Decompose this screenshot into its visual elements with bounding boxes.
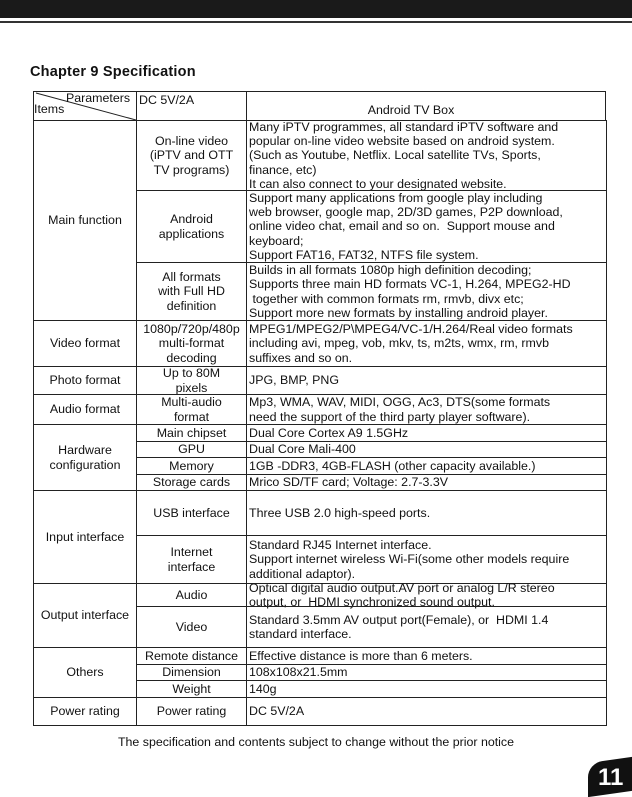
value-cell-line: Builds in all formats 1080p high definition decoding; [249, 263, 532, 278]
param-cell-line: applications [158, 226, 225, 241]
value-cell [246, 647, 607, 665]
value-cell-line: Support internet wireless Wi-Fi(some other models require [249, 552, 570, 567]
item-cell-line: Video format [49, 336, 121, 351]
value-cell-line: web browser, google map, 2D/3D games, P2P download, [249, 205, 563, 220]
item-cell [33, 366, 137, 395]
value-cell-line: keyboard; [249, 233, 304, 248]
param-cell-line: GPU [178, 442, 205, 457]
value-cell-line: 1GB -DDR3, 4GB-FLASH (other capacity available.) [249, 458, 536, 473]
item-cell [33, 120, 137, 321]
value-cell [246, 697, 607, 726]
header-product: Android TV Box [367, 102, 455, 117]
param-cell-line: Android [170, 212, 213, 227]
value-cell-line: Support many applications from google play including [249, 191, 543, 205]
param-cell [136, 490, 247, 536]
value-cell-line: Support FAT16, FAT32, NTFS file system. [249, 247, 479, 262]
value-cell-line: suffixes and so on. [249, 350, 353, 365]
value-cell [246, 394, 607, 425]
param-cell-line: Main chipset [156, 425, 227, 440]
value-cell [246, 366, 607, 395]
value-cell [246, 490, 607, 536]
param-cell-line: multi-format [158, 336, 225, 351]
item-cell-line: Output interface [40, 608, 130, 623]
value-cell-line: Dual Core Mali-400 [249, 442, 356, 457]
value-cell-line: Mrico SD/TF card; Voltage: 2.7-3.3V [249, 475, 449, 490]
param-cell-line: definition [166, 298, 217, 313]
param-cell-line: Storage cards [152, 475, 231, 490]
item-cell [33, 647, 137, 698]
item-cell [33, 394, 137, 425]
item-cell [33, 424, 137, 491]
value-cell-line: MPEG1/MPEG2/P\MPEG4/VC-1/H.264/Real video formats [249, 322, 573, 337]
value-cell-line: JPG, BMP, PNG [249, 373, 339, 388]
value-cell-line: Many iPTV programmes, all standard iPTV software and [249, 120, 559, 134]
param-cell [136, 647, 247, 665]
value-cell [246, 535, 607, 584]
value-cell-line: popular on-line video website based on android system. [249, 134, 555, 149]
value-cell-line: Optical digital audio output.AV port or analog L/R stereo [249, 580, 555, 595]
param-cell-line: 1080p/720p/480p [143, 322, 240, 337]
page-number-badge [588, 757, 632, 797]
param-cell-line: TV programs) [153, 162, 230, 177]
param-cell [136, 320, 247, 367]
page-number: 11 [598, 763, 624, 791]
param-cell [136, 697, 247, 726]
value-cell-line: Dual Core Cortex A9 1.5GHz [249, 425, 409, 440]
param-cell-line: Internet [170, 545, 213, 560]
item-cell-line: Main function [48, 213, 122, 228]
value-cell-line: 140g [249, 681, 277, 696]
value-cell [246, 190, 607, 263]
value-cell [246, 680, 607, 698]
param-cell [136, 680, 247, 698]
value-cell [246, 441, 607, 458]
param-cell [136, 457, 247, 475]
value-cell-line: standard interface. [249, 627, 352, 641]
param-cell-line: Weight [172, 681, 211, 696]
header-items: Items [34, 102, 65, 116]
item-cell-line: Audio format [49, 402, 121, 417]
param-cell [136, 606, 247, 648]
param-cell [136, 366, 247, 395]
value-cell-line: Mp3, WMA, WAV, MIDI, OGG, Ac3, DTS(some formats [249, 395, 551, 410]
item-cell-line: Photo format [49, 373, 121, 388]
param-cell [136, 394, 247, 425]
value-cell-line: It can also connect to your designated website. [249, 176, 507, 191]
item-cell [33, 583, 137, 648]
item-cell-line: Hardware [58, 443, 112, 458]
param-cell [136, 474, 247, 491]
item-cell-line: Input interface [45, 529, 125, 544]
value-cell-line: output, or HDMI synchronized sound output. [249, 595, 495, 609]
header-parameters: Parameters [66, 91, 131, 105]
item-cell [33, 320, 137, 367]
param-cell-line: format [173, 409, 210, 424]
value-cell [246, 262, 607, 321]
value-cell [246, 120, 607, 191]
param-cell [136, 441, 247, 458]
item-cell-line: configuration [49, 457, 121, 472]
footer-note: The specification and contents subject to change without the prior notice [117, 735, 515, 749]
param-cell-line: pixels [175, 380, 208, 395]
item-cell-line: Power rating [50, 704, 120, 719]
value-cell-line: additional adaptor). [249, 566, 356, 581]
item-cell [33, 490, 137, 584]
value-cell-line: Three USB 2.0 high-speed ports. [249, 505, 431, 520]
param-cell [136, 583, 247, 607]
param-cell [136, 120, 247, 191]
header-product-cell [246, 91, 606, 121]
param-cell [136, 424, 247, 442]
value-cell-line: DC 5V/2A [249, 704, 305, 719]
param-cell-line: Up to 80M [162, 366, 221, 381]
param-cell-line: with Full HD [158, 284, 225, 299]
page-title: Chapter 9 Specification [30, 64, 196, 80]
value-cell [246, 424, 607, 442]
value-cell-line: online video chat, email and so on. Support mouse and [249, 219, 555, 234]
value-cell [246, 606, 607, 648]
value-cell-line: 108x108x21.5mm [249, 665, 348, 680]
param-cell [136, 190, 247, 263]
param-cell-line: Video [175, 619, 208, 634]
param-cell-line: decoding [166, 350, 217, 365]
value-cell-line: together with common formats rm, rmvb, divx etc; [249, 291, 524, 306]
param-cell-line: interface [167, 559, 216, 574]
item-cell-line: Others [66, 665, 104, 680]
value-cell-line: finance, etc) [249, 162, 317, 177]
param-cell-line: Dimension [162, 665, 221, 680]
value-cell [246, 320, 607, 367]
value-cell [246, 580, 607, 609]
param-cell-line: (iPTV and OTT [149, 148, 234, 163]
value-cell-line: Standard RJ45 Internet interface. [249, 538, 432, 553]
header-power-cell [136, 91, 247, 121]
param-cell-line: All formats [162, 270, 221, 285]
param-cell [136, 262, 247, 321]
item-cell [33, 697, 137, 726]
value-cell-line: (Such as Youtube, Netflix. Local satellite TVs, Sports, [249, 148, 541, 163]
value-cell-line: need the support of the third party player software). [249, 409, 531, 424]
value-cell [246, 474, 607, 491]
value-cell-line: Effective distance is more than 6 meters. [249, 648, 473, 663]
param-cell-line: Multi-audio [161, 395, 222, 410]
param-cell-line: Remote distance [145, 648, 238, 663]
value-cell-line: Supports three main HD formats VC-1, H.264, MPEG2-HD [249, 277, 571, 292]
param-cell-line: Power rating [156, 704, 227, 719]
header-rule [0, 21, 632, 23]
param-cell-line: Audio [175, 587, 208, 602]
param-cell-line: Memory [169, 458, 214, 473]
header-bar [0, 0, 632, 18]
value-cell [246, 457, 607, 475]
value-cell-line: Standard 3.5mm AV output port(Female), or HDMI 1.4 [249, 612, 549, 627]
param-cell [136, 664, 247, 681]
param-cell-line: On-line video [154, 134, 228, 149]
header-power: DC 5V/2A [139, 93, 195, 107]
value-cell-line: including avi, mpeg, vob, mkv, ts, m2ts, wmx, rm, rmvb [249, 336, 549, 351]
param-cell-line: USB interface [153, 505, 230, 520]
value-cell [246, 664, 607, 681]
param-cell [136, 535, 247, 584]
value-cell-line: Support more new formats by installing android player. [249, 305, 548, 320]
